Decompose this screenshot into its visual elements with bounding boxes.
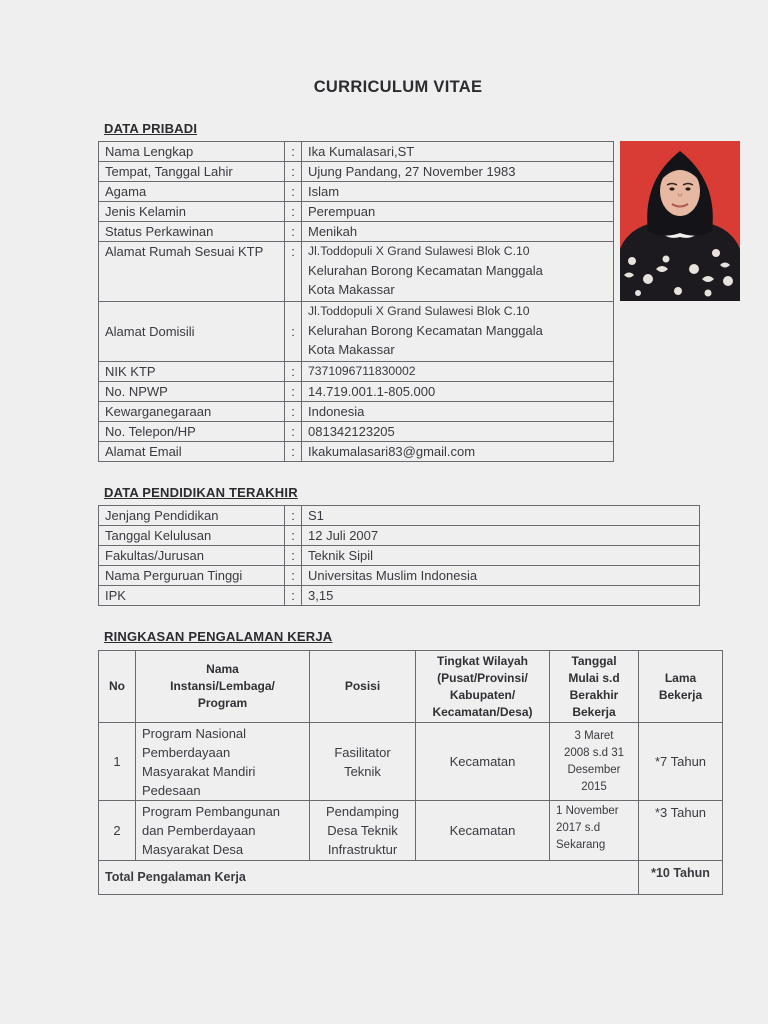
row-value: 7371096711830002 — [302, 362, 614, 382]
row-separator: : — [285, 362, 302, 382]
row-separator: : — [285, 422, 302, 442]
header-wilayah — [416, 651, 550, 723]
table-row — [99, 801, 723, 861]
row-value: Universitas Muslim Indonesia — [302, 566, 700, 586]
cell-line: Sekarang — [556, 839, 606, 851]
personal-row — [99, 402, 614, 422]
cell-lama: *7 Tahun — [639, 723, 723, 801]
row-value: Islam — [302, 182, 614, 202]
personal-row — [99, 202, 614, 222]
row-value: S1 — [302, 506, 700, 526]
header-line: Program — [197, 696, 248, 710]
education-row — [99, 546, 700, 566]
row-label: No. NPWP — [99, 382, 285, 402]
address-line: Kelurahan Borong Kecamatan Manggala — [308, 323, 543, 338]
personal-row — [99, 222, 614, 242]
header-posisi: Posisi — [310, 651, 416, 723]
row-label: Agama — [99, 182, 285, 202]
address-line: Kota Makassar — [308, 282, 395, 297]
cell-line: Fasilitator — [334, 744, 391, 760]
header-line: Bekerja — [658, 687, 703, 702]
row-separator: : — [285, 546, 302, 566]
row-separator: : — [285, 586, 302, 606]
address-line: Kelurahan Borong Kecamatan Manggala — [308, 263, 543, 278]
cell-line: Pemberdayaan — [142, 744, 231, 760]
row-value: 3,15 — [302, 586, 700, 606]
row-separator: : — [285, 202, 302, 222]
cell-line: Pedesaan — [142, 782, 201, 798]
header-line: Bekerja — [572, 704, 616, 719]
personal-row — [99, 242, 614, 302]
header-line: Berakhir — [569, 687, 619, 702]
header-lama — [639, 651, 723, 723]
table-total-row — [99, 861, 723, 895]
header-line: Kecamatan/Desa) — [432, 704, 533, 719]
row-value: Menikah — [302, 222, 614, 242]
header-line: Tingkat Wilayah — [436, 653, 529, 668]
education-row — [99, 526, 700, 546]
profile-photo — [620, 141, 740, 301]
row-label: Status Perkawinan — [99, 222, 285, 242]
address-line: Jl.Toddopuli X Grand Sulawesi Blok C.10 — [308, 304, 530, 318]
cell-line: Desa Teknik — [327, 823, 398, 838]
row-value-multiline — [302, 302, 614, 362]
table-row — [99, 723, 723, 801]
cell-wilayah: Kecamatan — [416, 723, 550, 801]
row-label: Jenis Kelamin — [99, 202, 285, 222]
row-label: Nama Perguruan Tinggi — [99, 566, 285, 586]
header-line: (Pusat/Provinsi/ — [437, 670, 528, 685]
row-label: Alamat Rumah Sesuai KTP — [99, 242, 285, 302]
cell-line: 1 November — [556, 805, 619, 817]
cell-line: 2015 — [581, 780, 607, 793]
personal-row — [99, 302, 614, 362]
header-instansi — [136, 651, 310, 723]
cell-posisi — [310, 723, 416, 801]
personal-row — [99, 382, 614, 402]
section-heading-personal: DATA PRIBADI — [104, 121, 198, 136]
row-label: Fakultas/Jurusan — [99, 546, 285, 566]
row-separator: : — [285, 222, 302, 242]
cell-line: Program Nasional — [142, 725, 247, 741]
cell-no: 1 — [99, 723, 136, 801]
row-separator: : — [285, 142, 302, 162]
row-label: IPK — [99, 586, 285, 606]
cell-instansi — [136, 801, 310, 861]
row-separator: : — [285, 506, 302, 526]
table-header-row — [99, 651, 723, 723]
personal-data-table — [98, 141, 614, 462]
personal-row — [99, 442, 614, 462]
cell-line: Teknik — [344, 763, 381, 779]
cell-line: 2017 s.d — [556, 822, 601, 834]
portrait-illustration — [620, 141, 740, 301]
row-separator: : — [285, 566, 302, 586]
cell-line: dan Pemberdayaan — [142, 823, 256, 838]
cell-tanggal — [550, 723, 639, 801]
cell-line: 3 Maret — [574, 729, 614, 742]
cell-line: Program Pembangunan — [142, 804, 281, 819]
row-label: Tempat, Tanggal Lahir — [99, 162, 285, 182]
section-heading-education: DATA PENDIDIKAN TERAKHIR — [104, 485, 298, 500]
cell-line: Desember — [567, 763, 621, 776]
header-line: Nama — [206, 662, 239, 676]
row-value: Ujung Pandang, 27 November 1983 — [302, 162, 614, 182]
personal-row — [99, 422, 614, 442]
header-line: Mulai s.d — [568, 670, 620, 685]
row-separator: : — [285, 442, 302, 462]
row-label: NIK KTP — [99, 362, 285, 382]
cell-line: Masyarakat Mandiri — [142, 763, 256, 779]
row-value: Ika Kumalasari,ST — [302, 142, 614, 162]
cell-line: Masyarakat Desa — [142, 842, 244, 857]
header-no: No — [99, 651, 136, 723]
header-tanggal — [550, 651, 639, 723]
cell-line: Infrastruktur — [327, 842, 398, 857]
total-value: *10 Tahun — [639, 861, 723, 895]
row-label: Alamat Email — [99, 442, 285, 462]
header-line: Kabupaten/ — [449, 687, 516, 702]
row-separator: : — [285, 526, 302, 546]
cell-posisi — [310, 801, 416, 861]
document-title: CURRICULUM VITAE — [313, 78, 483, 96]
personal-row — [99, 142, 614, 162]
cell-wilayah: Kecamatan — [416, 801, 550, 861]
row-separator: : — [285, 302, 302, 362]
education-data-table — [98, 505, 700, 606]
header-line: Instansi/Lembaga/ — [170, 679, 275, 693]
total-label: Total Pengalaman Kerja — [99, 861, 639, 895]
row-separator: : — [285, 242, 302, 302]
cell-instansi — [136, 723, 310, 801]
header-line: Tanggal — [571, 653, 617, 668]
row-label: Tanggal Kelulusan — [99, 526, 285, 546]
cell-no: 2 — [99, 801, 136, 861]
cell-lama: *3 Tahun — [639, 801, 723, 861]
row-label: Kewarganegaraan — [99, 402, 285, 422]
row-value: 081342123205 — [302, 422, 614, 442]
section-heading-work: RINGKASAN PENGALAMAN KERJA — [104, 629, 333, 644]
cell-tanggal — [550, 801, 639, 861]
cell-line: Pendamping — [326, 804, 399, 819]
row-separator: : — [285, 402, 302, 422]
row-value: Perempuan — [302, 202, 614, 222]
row-value: Teknik Sipil — [302, 546, 700, 566]
row-label: Jenjang Pendidikan — [99, 506, 285, 526]
education-row — [99, 566, 700, 586]
address-line: Jl.Toddopuli X Grand Sulawesi Blok C.10 — [308, 244, 530, 258]
row-label: Nama Lengkap — [99, 142, 285, 162]
row-label: No. Telepon/HP — [99, 422, 285, 442]
personal-row — [99, 362, 614, 382]
header-line: Lama — [664, 670, 697, 685]
row-label: Alamat Domisili — [99, 302, 285, 362]
address-line: Kota Makassar — [308, 342, 395, 357]
cell-line: 2008 s.d 31 — [563, 746, 625, 759]
row-separator: : — [285, 162, 302, 182]
personal-row — [99, 182, 614, 202]
personal-row — [99, 162, 614, 182]
education-row — [99, 586, 700, 606]
row-value-multiline — [302, 242, 614, 302]
row-value: 14.719.001.1-805.000 — [302, 382, 614, 402]
row-value: Indonesia — [302, 402, 614, 422]
row-separator: : — [285, 182, 302, 202]
row-value: Ikakumalasari83@gmail.com — [302, 442, 614, 462]
row-value: 12 Juli 2007 — [302, 526, 700, 546]
work-experience-table — [98, 650, 723, 895]
education-row — [99, 506, 700, 526]
row-separator: : — [285, 382, 302, 402]
